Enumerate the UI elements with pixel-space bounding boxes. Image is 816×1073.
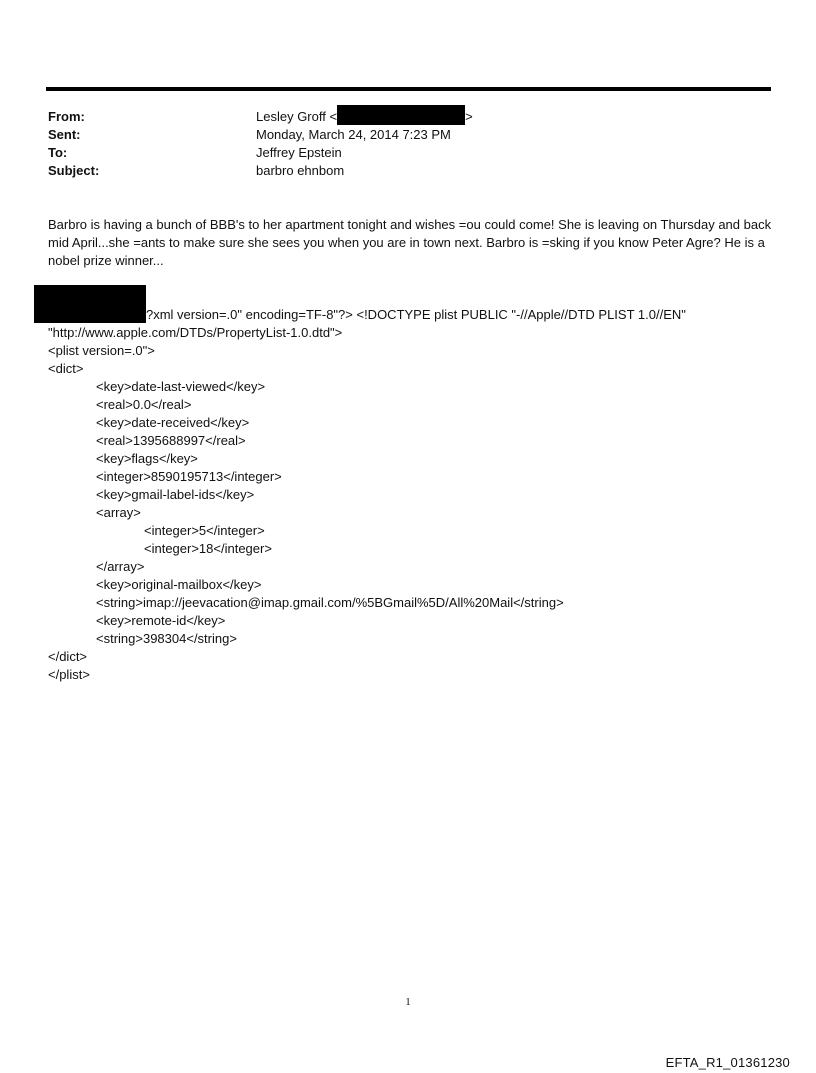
header-rule: [46, 87, 771, 91]
xml-line: <string>imap://jeevacation@imap.gmail.com/%5BGmail%5D/All%20Mail</string>: [96, 595, 564, 610]
xml-line: <integer>5</integer>: [144, 523, 265, 538]
sent-value: Monday, March 24, 2014 7:23 PM: [256, 127, 451, 142]
sent-row: [48, 126, 768, 144]
xml-line: <plist version=.0">: [48, 343, 155, 358]
from-suffix: >: [465, 109, 473, 124]
subject-label: Subject:: [48, 163, 100, 178]
message-body: [48, 216, 773, 270]
sent-label: Sent:: [48, 127, 81, 142]
redacted-email: [337, 105, 465, 125]
from-value: [256, 108, 768, 126]
xml-line: </plist>: [48, 667, 90, 682]
xml-line: <key>gmail-label-ids</key>: [96, 487, 255, 502]
xml-line: <real>1395688997</real>: [96, 433, 246, 448]
xml-line: <key>flags</key>: [96, 451, 198, 466]
page-number: 1: [405, 996, 411, 1008]
xml-line: <key>remote-id</key>: [96, 613, 226, 628]
xml-line: "http://www.apple.com/DTDs/PropertyList-1.0.dtd">: [48, 325, 343, 340]
subject-value: barbro ehnbom: [256, 163, 345, 178]
to-row: [48, 144, 768, 162]
to-value: Jeffrey Epstein: [256, 145, 342, 160]
xml-line: <array>: [96, 505, 141, 520]
xml-line: </dict>: [48, 649, 88, 664]
xml-line: <dict>: [48, 361, 84, 376]
email-header: [48, 108, 768, 180]
from-name: Lesley Groff <: [256, 109, 338, 124]
from-label: From:: [48, 109, 85, 124]
xml-line: <real>0.0</real>: [96, 397, 192, 412]
subject-row: [48, 162, 768, 180]
xml-line: </array>: [96, 559, 145, 574]
xml-line: ?xml version=.0" encoding=TF-8"?> <!DOCTYPE plist PUBLIC "-//Apple//DTD PLIST 1.0//EN": [146, 307, 686, 322]
from-row: [48, 108, 768, 126]
to-label: To:: [48, 145, 68, 160]
xml-line: <integer>8590195713</integer>: [96, 469, 282, 484]
xml-plist: [48, 306, 788, 684]
xml-line: <integer>18</integer>: [144, 541, 272, 556]
xml-line: <key>date-last-viewed</key>: [96, 379, 266, 394]
xml-line: <key>original-mailbox</key>: [96, 577, 262, 592]
document-id: EFTA_R1_01361230: [665, 1055, 790, 1070]
xml-line: <key>date-received</key>: [96, 415, 250, 430]
xml-line: <string>398304</string>: [96, 631, 237, 646]
message-paragraph: Barbro is having a bunch of BBB's to her apartment tonight and wishes =ou could come! She is leaving on Thursday and back mid April...she =ants to make sure she sees you when you are in town next. Barbro is =sking if you know Peter Agre? He is a nobel prize winner...: [48, 217, 772, 268]
